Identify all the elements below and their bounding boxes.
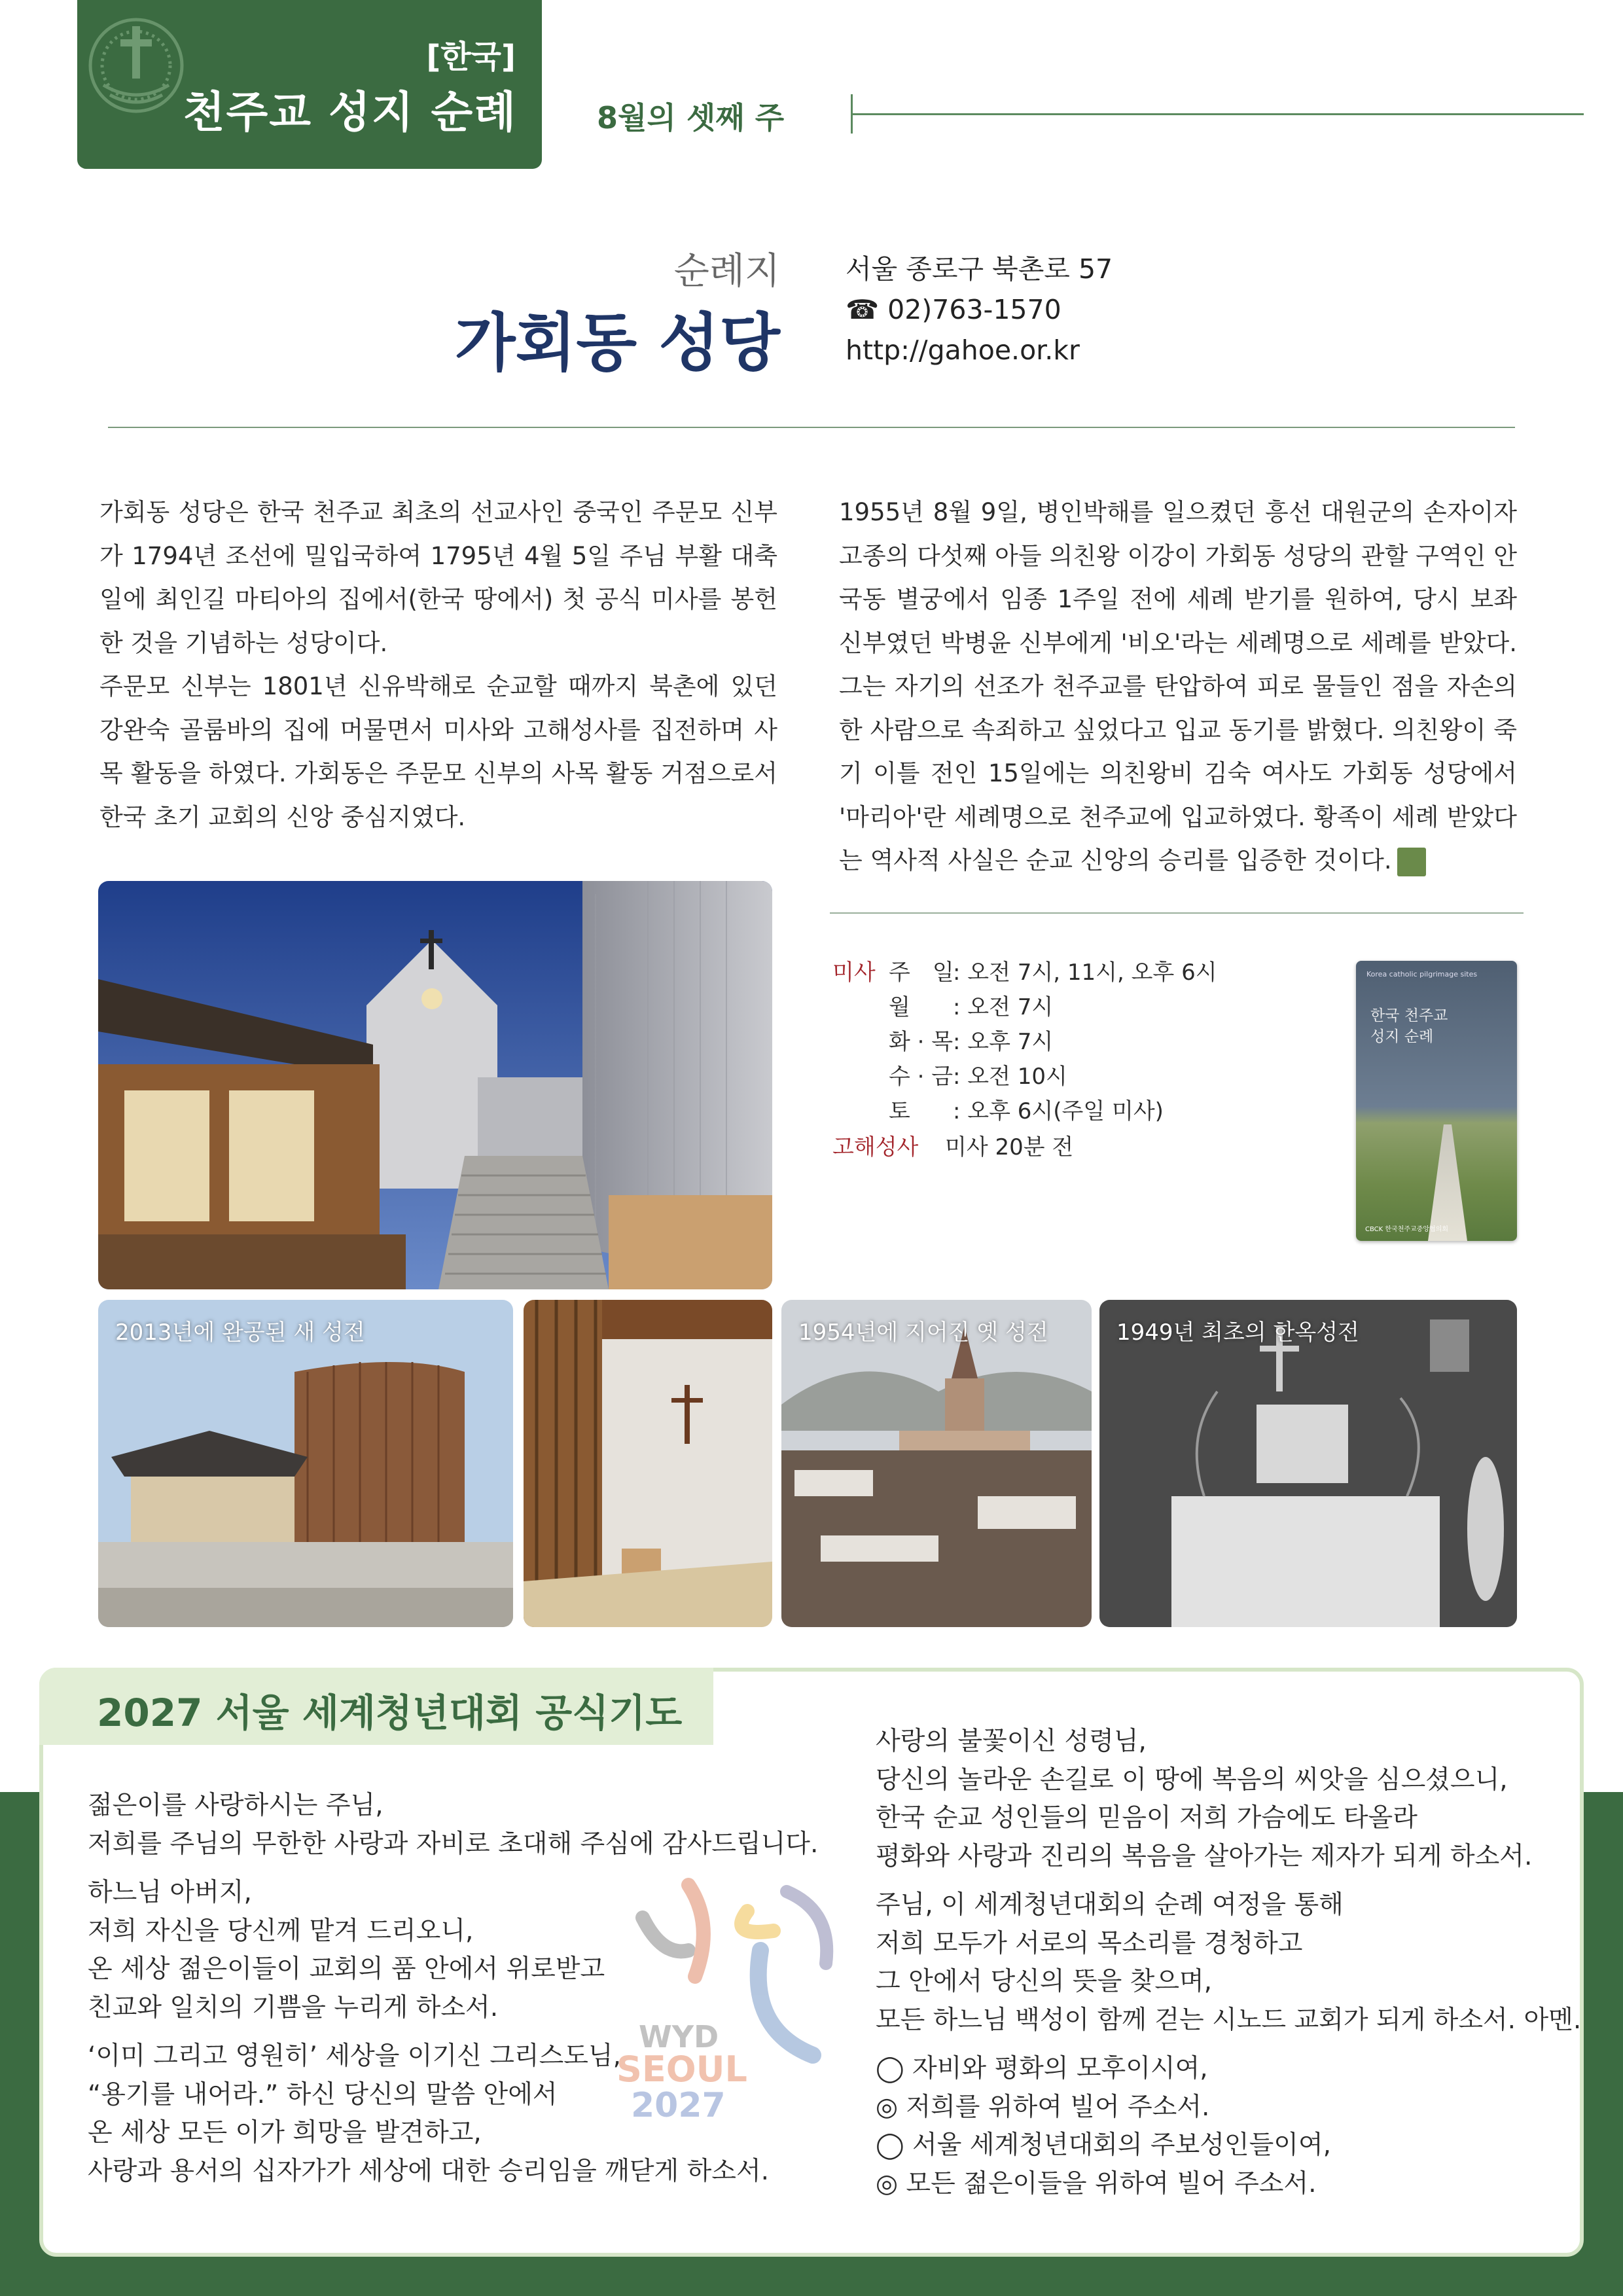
confession-row <box>832 1130 1217 1165</box>
book-series-text: Korea catholic pilgrimage sites <box>1366 970 1478 978</box>
prayer-line: ◯ 서울 세계청년대회의 주보성인들이여, <box>876 2130 1332 2160</box>
prayer-line: 모든 하느님 백성이 함께 걷는 시노드 교회가 되게 하소서. 아멘. <box>876 2005 1582 2035</box>
prayer-line: ◎ 저희를 위하여 빌어 주소서. <box>876 2092 1210 2122</box>
schedule-time: : 오전 7시 <box>953 994 1054 1020</box>
prayer-stanza <box>876 1723 1581 1876</box>
schedule-day: 주 일 <box>889 960 954 986</box>
book-title-line: 한국 천주교 <box>1370 1007 1448 1024</box>
schedule-day: 수 · 금 <box>889 1064 954 1090</box>
photo-caption: 2013년에 완공된 새 성전 <box>115 1319 365 1346</box>
prayer-line: 온 세상 젊은이들이 교회의 품 안에서 위로받고 <box>88 1954 605 1984</box>
prayer-line: 젊은이를 사랑하시는 주님, <box>88 1791 383 1820</box>
logo-text-wyd: WYD <box>639 2019 719 2054</box>
prayer-left-column <box>88 1787 818 2201</box>
body-right-column <box>839 491 1517 883</box>
prayer-line: 저희 모두가 서로의 목소리를 경청하고 <box>876 1928 1303 1958</box>
body-paragraph: 주문모 신부는 1801년 신유박해로 순교할 때까지 북촌에 있던 강완숙 골룸바의 집에 머물면서 미사와 고해성사를 집전하며 사목 활동을 하였다. 가회동은 주문모 신부의 사목 활동 거점으로서 한국 초기 교회의 신앙 중심지였다. <box>99 672 777 831</box>
hanok-church-photo <box>1099 1300 1517 1627</box>
prayer-line: 사랑의 불꽃이신 성령님, <box>876 1727 1147 1756</box>
schedule-time: : 오후 6시(주일 미사) <box>953 1098 1164 1124</box>
schedule-row <box>832 1094 1217 1129</box>
schedule-time: : 오전 10시 <box>953 1064 1067 1090</box>
title-rule <box>108 427 1515 428</box>
prayer-stanza <box>876 2050 1581 2203</box>
series-badge <box>77 0 542 169</box>
book-cover[interactable] <box>1356 961 1517 1241</box>
prayer-title: 2027 서울 세계청년대회 공식기도 <box>97 1691 683 1735</box>
body-paragraph: 가회동 성당은 한국 천주교 최초의 선교사인 중국인 주문모 신부가 1794년 조선에 밀입국하여 1795년 4월 5일 주님 부활 대축일에 최인길 마티아의 집에서(한국 땅에서) 첫 공식 미사를 봉헌한 것을 기념하는 성당이다. <box>99 498 777 657</box>
seal-icon <box>1397 848 1426 876</box>
schedule-day: 화 · 목 <box>889 1029 954 1055</box>
old-church-photo <box>781 1300 1092 1627</box>
prayer-line: 저희 자신을 당신께 맡겨 드리오니, <box>88 1916 474 1946</box>
book-publisher: CBCK 한국천주교중앙협의회 <box>1365 1226 1448 1233</box>
schedule-row <box>832 990 1217 1025</box>
new-church-photo <box>98 1300 513 1627</box>
prayer-line: 주님, 이 세계청년대회의 순례 여정을 통해 <box>876 1890 1344 1920</box>
prayer-stanza <box>88 1787 818 1863</box>
prayer-line: 당신의 놀라운 손길로 이 땅에 복음의 씨앗을 심으셨으니, <box>876 1765 1508 1795</box>
schedule-day: 토 <box>889 1098 910 1124</box>
badge-subtitle: [한국] <box>426 39 516 75</box>
confession-label: 고해성사 <box>832 1134 919 1160</box>
photo-caption: 1949년 최초의 한옥성전 <box>1116 1319 1359 1346</box>
body-paragraph-text: 1955년 8월 9일, 병인박해를 일으켰던 흥선 대원군의 손자이자 고종의 다섯째 아들 의친왕 이강이 가회동 성당의 관할 구역인 안국동 별궁에서 임종 1주일 전에 세례 받기를 원하여, 당시 보좌 신부였던 박병윤 신부에게 '비오'라는 세례명으로 세례를 받았다. 그는 자기의 선조가 천주교를 탄압하여 피로 물들인 점을 자손의 한 사람으로 속죄하고 싶었다고 입교 동기를 밝혔다. 의친왕이 죽기 이틀 전인 15일에는 의친왕비 김숙 여사도 가회동 성당에서 '마리아'란 세례명으로 천주교에 입교하였다. 황족이 세례 받았다는 역사적 사실은 순교 신앙의 승리를 입증한 것이다. <box>839 498 1517 874</box>
logo-text-year: 2027 <box>631 2086 726 2125</box>
prayer-line: ‘이미 그리고 영원히’ 세상을 이기신 그리스도님, <box>88 2041 621 2071</box>
week-label: 8월의 셋째 주 <box>597 100 785 135</box>
site-contact <box>846 249 1113 370</box>
schedule-row <box>832 1025 1217 1060</box>
site-phone: ☎ 02)763-1570 <box>846 294 1061 325</box>
book-title-line: 성지 순례 <box>1370 1028 1434 1045</box>
photo-caption: 1954년에 지어진 옛 성전 <box>798 1319 1048 1346</box>
prayer-line: 그 안에서 당신의 뜻을 찾으며, <box>876 1967 1213 1996</box>
prayer-line: 사랑과 용서의 십자가가 세상에 대한 승리임을 깨닫게 하소서. <box>88 2156 770 2186</box>
prayer-line: ◯ 자비와 평화의 모후이시여, <box>876 2054 1208 2083</box>
prayer-line: 저희를 주님의 무한한 사랑과 자비로 초대해 주심에 감사드립니다. <box>88 1829 819 1859</box>
church-main-photo <box>98 881 772 1289</box>
prayer-stanza <box>88 1874 818 2027</box>
prayer-line: 온 세상 모든 이가 희망을 발견하고, <box>88 2118 482 2147</box>
prayer-right-column <box>876 1723 1581 2214</box>
body-left-column <box>99 491 777 839</box>
site-label: 순례지 <box>673 250 780 293</box>
body-paragraph <box>839 491 1517 883</box>
site-name: 가회동 성당 <box>454 306 780 380</box>
logo-text-seoul: SEOUL <box>616 2049 747 2090</box>
church-interior-photo <box>524 1300 772 1627</box>
schedule-row <box>832 956 1217 990</box>
prayer-stanza <box>88 2037 818 2191</box>
prayer-line: 친교와 일치의 기쁨을 누리게 하소서. <box>88 1992 499 2022</box>
header-rule <box>851 113 1584 115</box>
prayer-stanza <box>876 1886 1581 2039</box>
prayer-line: 한국 순교 성인들의 믿음이 저희 가슴에도 타올라 <box>876 1803 1418 1833</box>
prayer-line: 평화와 사랑과 진리의 복음을 살아가는 제자가 되게 하소서. <box>876 1841 1533 1871</box>
mass-schedule <box>832 956 1217 1165</box>
site-address: 서울 종로구 북촌로 57 <box>846 253 1113 285</box>
schedule-day: 월 <box>889 994 910 1020</box>
schedule-time: : 오전 7시, 11시, 오후 6시 <box>953 960 1217 986</box>
prayer-line: 하느님 아버지, <box>88 1878 252 1907</box>
schedule-time: : 오후 7시 <box>953 1029 1054 1055</box>
schedule-row <box>832 1060 1217 1094</box>
badge-title: 천주교 성지 순례 <box>183 87 517 137</box>
prayer-line: ◎ 모든 젊은이들을 위하여 빌어 주소서. <box>876 2168 1317 2198</box>
confession-time: 미사 20분 전 <box>945 1134 1074 1160</box>
prayer-line: “용기를 내어라.” 하신 당신의 말씀 안에서 <box>88 2079 558 2109</box>
schedule-rule <box>830 912 1524 914</box>
book-title <box>1370 1005 1448 1047</box>
site-url[interactable]: http://gahoe.or.kr <box>846 334 1080 366</box>
mass-label: 미사 <box>832 960 876 986</box>
